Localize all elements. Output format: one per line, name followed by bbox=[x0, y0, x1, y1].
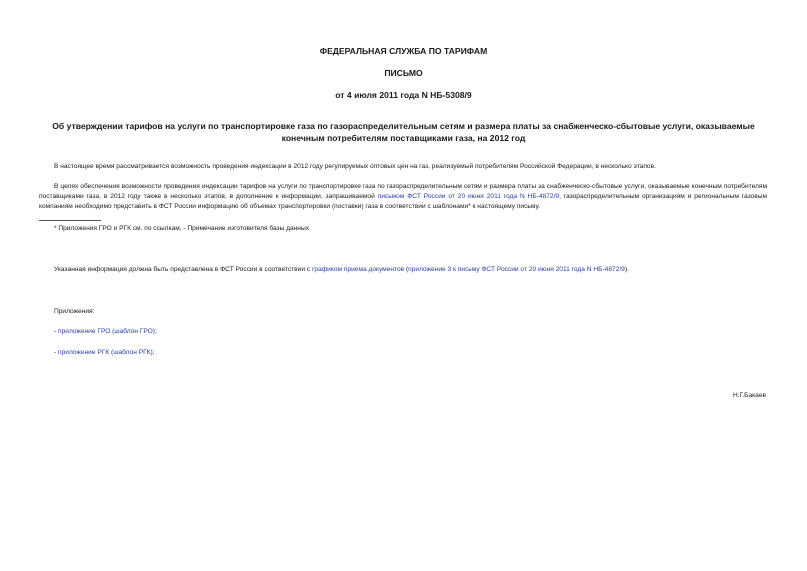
paragraph-2-start: В целях обеспечения возможности проведения индексации тарифов на услуги по транспортировке газа по газораспределительным сетям и размера платы за снабженческо-сбытовые услуги, оказываемые конечным потребителям поставщиками газа, в 2012 году также в несколько этапов, в дополнение к информации, запрашиваемой bbox=[39, 183, 767, 200]
letter-link-nb-4872[interactable]: письмом ФСТ России от 20 июня 2011 года N НБ-4872/9 bbox=[377, 193, 560, 200]
schedule-link[interactable]: графиком приема документов bbox=[312, 266, 405, 273]
attachment-item-gro bbox=[54, 327, 157, 337]
attachment-item-suffix: ; bbox=[155, 328, 157, 335]
document-subject bbox=[40, 121, 767, 144]
submission-paragraph bbox=[54, 265, 629, 275]
attachment-gro-link[interactable]: приложение ГРО (шаблон ГРО) bbox=[58, 328, 155, 335]
agency-name: ФЕДЕРАЛЬНАЯ СЛУЖБА ПО ТАРИФАМ bbox=[319, 46, 488, 56]
submission-start: Указанная информация должна быть представлена в ФСТ России в соответствии с bbox=[54, 266, 313, 273]
document-type: ПИСЬМО bbox=[384, 68, 423, 78]
document-date-number: от 4 июля 2011 года N НБ-5308/9 bbox=[335, 90, 472, 100]
subject-line-1: Об утверждении тарифов на услуги по транспортировке газа по газораспределительным сетям и размера платы за снабженческо-сбытовые услуги, оказываемые bbox=[52, 121, 755, 131]
attachment-item-prefix: - bbox=[54, 328, 59, 335]
appendix-3-link[interactable]: приложение 3 к письму ФСТ России от 20 июня 2011 года N НБ-4872/9 bbox=[408, 266, 625, 273]
paragraph-2-end: , газораспределительным организациям и региональным газовым компаниям необходимо представить в ФСТ России информацию об объемах транспортировки (поставки) газа в соответствии с шаблонами* к настоящему письму. bbox=[39, 193, 767, 210]
subject-line-2: конечным потребителям поставщиками газа, на 2012 год bbox=[281, 132, 526, 143]
attachment-item-rgk bbox=[54, 348, 155, 358]
paragraph-2 bbox=[39, 182, 767, 212]
submission-end: ). bbox=[624, 266, 629, 273]
attachment-item-prefix: - bbox=[54, 349, 59, 356]
attachment-item-suffix: ; bbox=[152, 349, 155, 356]
submission-mid: ( bbox=[404, 266, 409, 273]
attachments-title: Приложения: bbox=[54, 308, 95, 315]
attachment-rgk-link[interactable]: приложение РГК (шаблон РГК) bbox=[58, 349, 153, 356]
paragraph-1: В настоящее время рассматривается возможность проведения индексации в 2012 году регулируемых оптовых цен на газ, реализуемый потребителям Российской Федерации, в несколько этапов. bbox=[54, 163, 656, 170]
signature: Н.Г.Бакаев bbox=[732, 392, 766, 399]
footnote-divider bbox=[39, 220, 101, 221]
footnote: * Приложения ГРО и РГК см. по ссылкам. - Примечание изготовителя базы данных bbox=[54, 225, 309, 232]
